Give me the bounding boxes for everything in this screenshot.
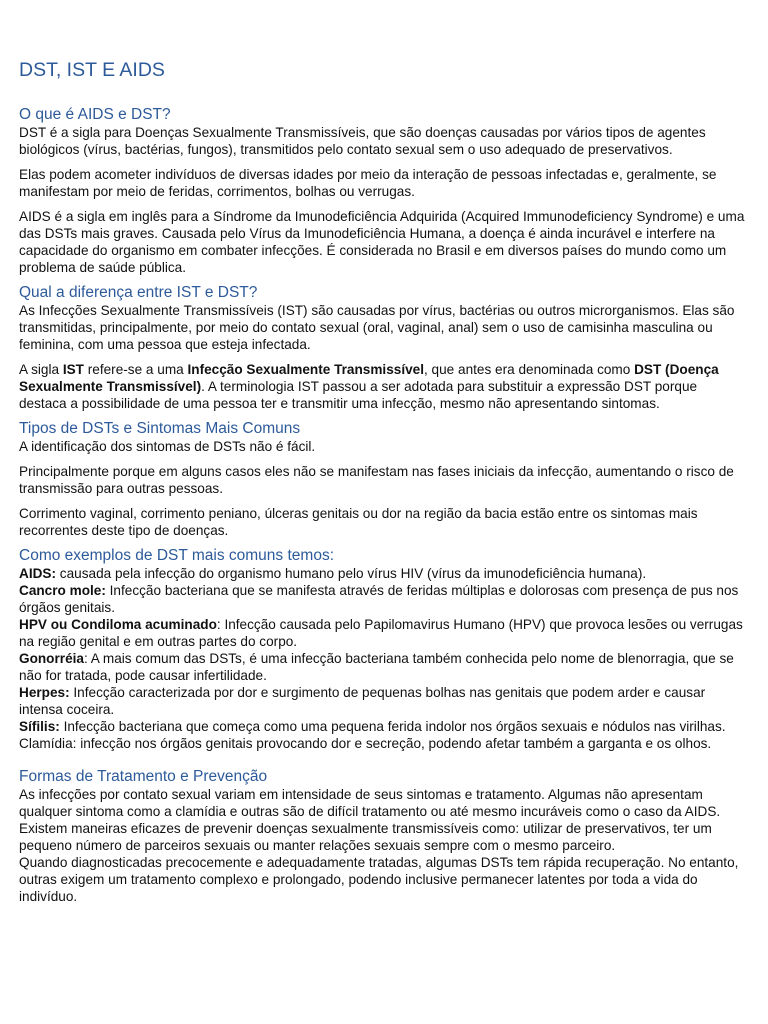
section-common-examples xyxy=(19,547,748,752)
list-item xyxy=(19,718,748,735)
section-heading: Formas de Tratamento e Prevenção xyxy=(19,768,268,785)
item-term: Sífilis: xyxy=(19,719,60,734)
bold-term: Infecção Sexualmente Transmissível xyxy=(187,362,424,377)
section-types-symptoms xyxy=(19,420,748,539)
page-title: DST, IST E AIDS xyxy=(19,59,165,81)
item-text: : Infecção causada pelo Papilomavirus Humano (HPV) que provoca lesões ou verrugas na região genital e em outras partes do corpo. xyxy=(19,617,743,649)
text-run: A sigla xyxy=(19,362,63,377)
section-heading: Como exemplos de DST mais comuns temos: xyxy=(19,547,334,564)
item-term: Gonorréia xyxy=(19,651,84,666)
bold-term: IST xyxy=(62,362,84,377)
list-item xyxy=(19,582,748,616)
list-item xyxy=(19,735,748,752)
list-item xyxy=(19,650,748,684)
item-text: Infecção bacteriana que se manifesta através de feridas múltiplas e dolorosas com presença de pus nos órgãos genitais. xyxy=(19,583,739,615)
section-heading: O que é AIDS e DST? xyxy=(19,106,171,123)
list-item xyxy=(19,616,748,650)
paragraph: DST é a sigla para Doenças Sexualmente Transmissíveis, que são doenças causadas por vários tipos de agentes biológicos (vírus, bactérias, fungos), transmitidos pelo contato sexual sem o uso adequado de preservativos. xyxy=(19,125,706,157)
text-run: . A terminologia IST passou a ser adotada para substituir a expressão DST porque destaca a possibilidade de uma pessoa ter e transmitir uma infecção, mesmo não apresentando sintomas. xyxy=(19,379,698,411)
item-term: Herpes: xyxy=(19,685,70,700)
item-term: HPV ou Condiloma acuminado xyxy=(19,617,217,632)
dst-examples-list xyxy=(19,565,748,752)
paragraph-ist-definition xyxy=(19,361,748,412)
text-run: , que antes era denominada como xyxy=(424,362,635,377)
text-run: refere-se a uma xyxy=(83,362,188,377)
section-heading: Qual a diferença entre IST e DST? xyxy=(19,284,258,301)
item-text: causada pela infecção do organismo humano pelo vírus HIV (vírus da imunodeficiência humana). xyxy=(56,566,647,581)
section-treatment-prevention xyxy=(19,768,748,905)
item-text: : A mais comum das DSTs, é uma infecção bacteriana também conhecida pelo nome de blenorragia, que se não for tratada, pode causar infertilidade. xyxy=(19,651,734,683)
bold-term: DST (Doença Sexualmente Transmissível) xyxy=(19,362,719,394)
paragraph: A identificação dos sintomas de DSTs não é fácil. xyxy=(19,439,316,454)
item-term: AIDS: xyxy=(19,566,57,581)
paragraph: AIDS é a sigla em inglês para a Síndrome da Imunodeficiência Adquirida (Acquired Immunodeficiency Syndrome) e uma das DSTs mais graves. Causada pelo Vírus da Imunodeficiência Humana, a doença é ainda incurável e interfere na capacidade do organismo em combater infecções. É considerada no Brasil e em diversos países do mundo como um problema de saúde pública. xyxy=(19,209,745,275)
item-text: Clamídia: infecção nos órgãos genitais provocando dor e secreção, podendo afetar também a garganta e os olhos. xyxy=(19,736,712,751)
item-text: Infecção bacteriana que começa como uma pequena ferida indolor nos órgãos sexuais e nódulos nas virilhas. xyxy=(59,719,726,734)
section-heading: Tipos de DSTs e Sintomas Mais Comuns xyxy=(19,420,301,437)
paragraph: As Infecções Sexualmente Transmissíveis (IST) são causadas por vírus, bactérias ou outros microrganismos. Elas são transmitidas, principalmente, por meio do contato sexual (oral, vaginal, anal) sem o uso de camisinha masculina ou feminina, com uma pessoa que esteja infectada. xyxy=(19,303,735,352)
paragraph: Existem maneiras eficazes de prevenir doenças sexualmente transmissíveis como: utilizar de preservativos, ter um pequeno número de parceiros sexuais ou manter relações sexuais sempre com o mesmo parceiro. xyxy=(19,821,712,853)
item-text: Infecção caracterizada por dor e surgimento de pequenas bolhas nas genitais que podem arder e causar intensa coceira. xyxy=(19,685,706,717)
paragraph: As infecções por contato sexual variam em intensidade de seus sintomas e tratamento. Algumas não apresentam qualquer sintoma como a clamídia e outras são de difícil tratamento ou até mesmo incuráveis como o caso da AIDS. xyxy=(19,787,721,819)
paragraph: Corrimento vaginal, corrimento peniano, úlceras genitais ou dor na região da bacia estão entre os sintomas mais recorrentes deste tipo de doenças. xyxy=(19,506,698,538)
item-term: Cancro mole: xyxy=(19,583,106,598)
paragraph: Quando diagnosticadas precocemente e adequadamente tratadas, algumas DSTs tem rápida recuperação. No entanto, outras exigem um tratamento complexo e prolongado, podendo inclusive permanecer latentes por toda a vida do indivíduo. xyxy=(19,855,739,904)
section-difference-ist-dst xyxy=(19,284,748,412)
list-item xyxy=(19,684,748,718)
paragraph: Principalmente porque em alguns casos eles não se manifestam nas fases iniciais da infecção, aumentando o risco de transmissão para outras pessoas. xyxy=(19,464,734,496)
section-what-is-aids xyxy=(19,106,748,276)
list-item xyxy=(19,565,748,582)
paragraph: Elas podem acometer indivíduos de diversas idades por meio da interação de pessoas infectadas e, geralmente, se manifestam por meio de feridas, corrimentos, bolhas ou verrugas. xyxy=(19,167,717,199)
